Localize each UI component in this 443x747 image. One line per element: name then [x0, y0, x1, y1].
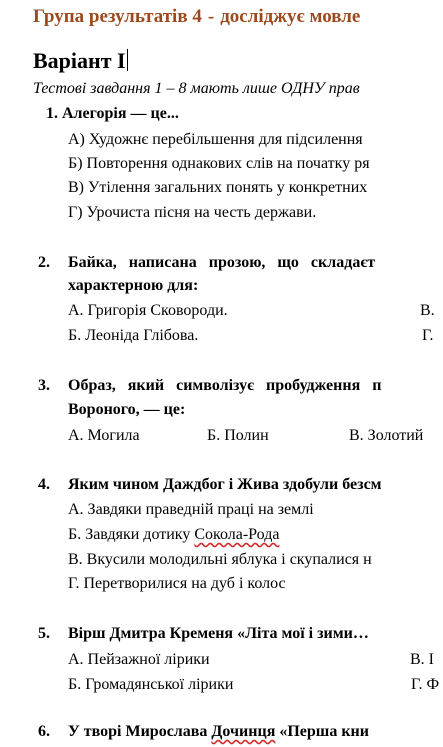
question-2-number: 2.	[38, 254, 50, 271]
question-5-number: 5.	[38, 625, 50, 642]
q1-option-d: Г) Урочиста пісня на честь держави.	[68, 204, 317, 221]
q2-option-a: А. Григорія Сковороди.	[68, 302, 228, 319]
q2-option-d: Г.	[422, 327, 434, 344]
q1-option-b: Б) Повторення однакових слів на початку ря	[68, 155, 370, 172]
q2-option-c: В.	[420, 302, 435, 319]
section-header	[33, 6, 360, 28]
q5-option-b: Б. Громадянської лірики	[68, 676, 234, 693]
question-4-text: Яким чином Даждбог і Жива здобули безсм	[68, 476, 382, 493]
q2-option-b: Б. Леоніда Глібова.	[68, 327, 199, 344]
q5-option-c: В. І	[410, 651, 434, 668]
q3-option-c: В. Золотий	[349, 427, 424, 444]
question-6-number: 6.	[38, 723, 50, 740]
spellcheck-underline: Дочинця	[211, 723, 276, 740]
variant-title	[33, 48, 128, 74]
question-5-text: Вірш Дмитра Кременя «Літа мої і зими…	[68, 625, 369, 642]
q5-option-d: Г. Ф	[411, 676, 440, 693]
text-cursor	[127, 49, 129, 71]
q4-option-c: В. Вкусили молодильні яблука і скупалися н	[68, 551, 372, 568]
q1-option-c: В) Утілення загальних понять у конкретних	[68, 179, 368, 196]
question-2-line-2: характерною для:	[68, 277, 199, 294]
variant-title-text: Варіант І	[33, 48, 126, 73]
q3-option-a: А. Могила	[68, 427, 140, 444]
header-label: Група результатів 4	[33, 6, 202, 27]
q5-option-a: А. Пейзажної лірики	[68, 651, 210, 668]
question-2-line-1: Байка, написана прозою, що складаєт	[68, 254, 376, 271]
question-3-line-1: Образ, який символізує пробудження п	[68, 377, 382, 394]
question-3-line-2: Вороного, — це:	[68, 401, 186, 418]
question-1	[46, 105, 179, 123]
question-number: 1.	[46, 105, 58, 122]
question-text: Алегорія — це...	[62, 105, 179, 122]
instruction-text: Тестові завдання 1 – 8 мають лише ОДНУ прав	[33, 80, 360, 97]
q3-option-b: Б. Полин	[207, 427, 269, 444]
question-3-number: 3.	[38, 377, 50, 394]
question-6-text: У творі Мирослава Дочинця «Перша кни	[68, 723, 369, 740]
q4-option-b-text: Б. Завдяки дотику Сокола-Рода	[68, 526, 280, 543]
q4-option-d: Г. Перетворилися на дуб і колос	[68, 575, 286, 592]
q4-option-a: А. Завдяки праведній праці на землі	[68, 501, 314, 518]
q1-option-a: А) Художнє перебільшення для підсилення	[68, 131, 363, 148]
header-separator: -	[207, 6, 215, 27]
q4-option-b	[68, 526, 279, 544]
question-4-number: 4.	[38, 476, 50, 493]
header-text: досліджує мовле	[220, 6, 361, 27]
spellcheck-underline: Сокола-Рода	[194, 526, 280, 543]
